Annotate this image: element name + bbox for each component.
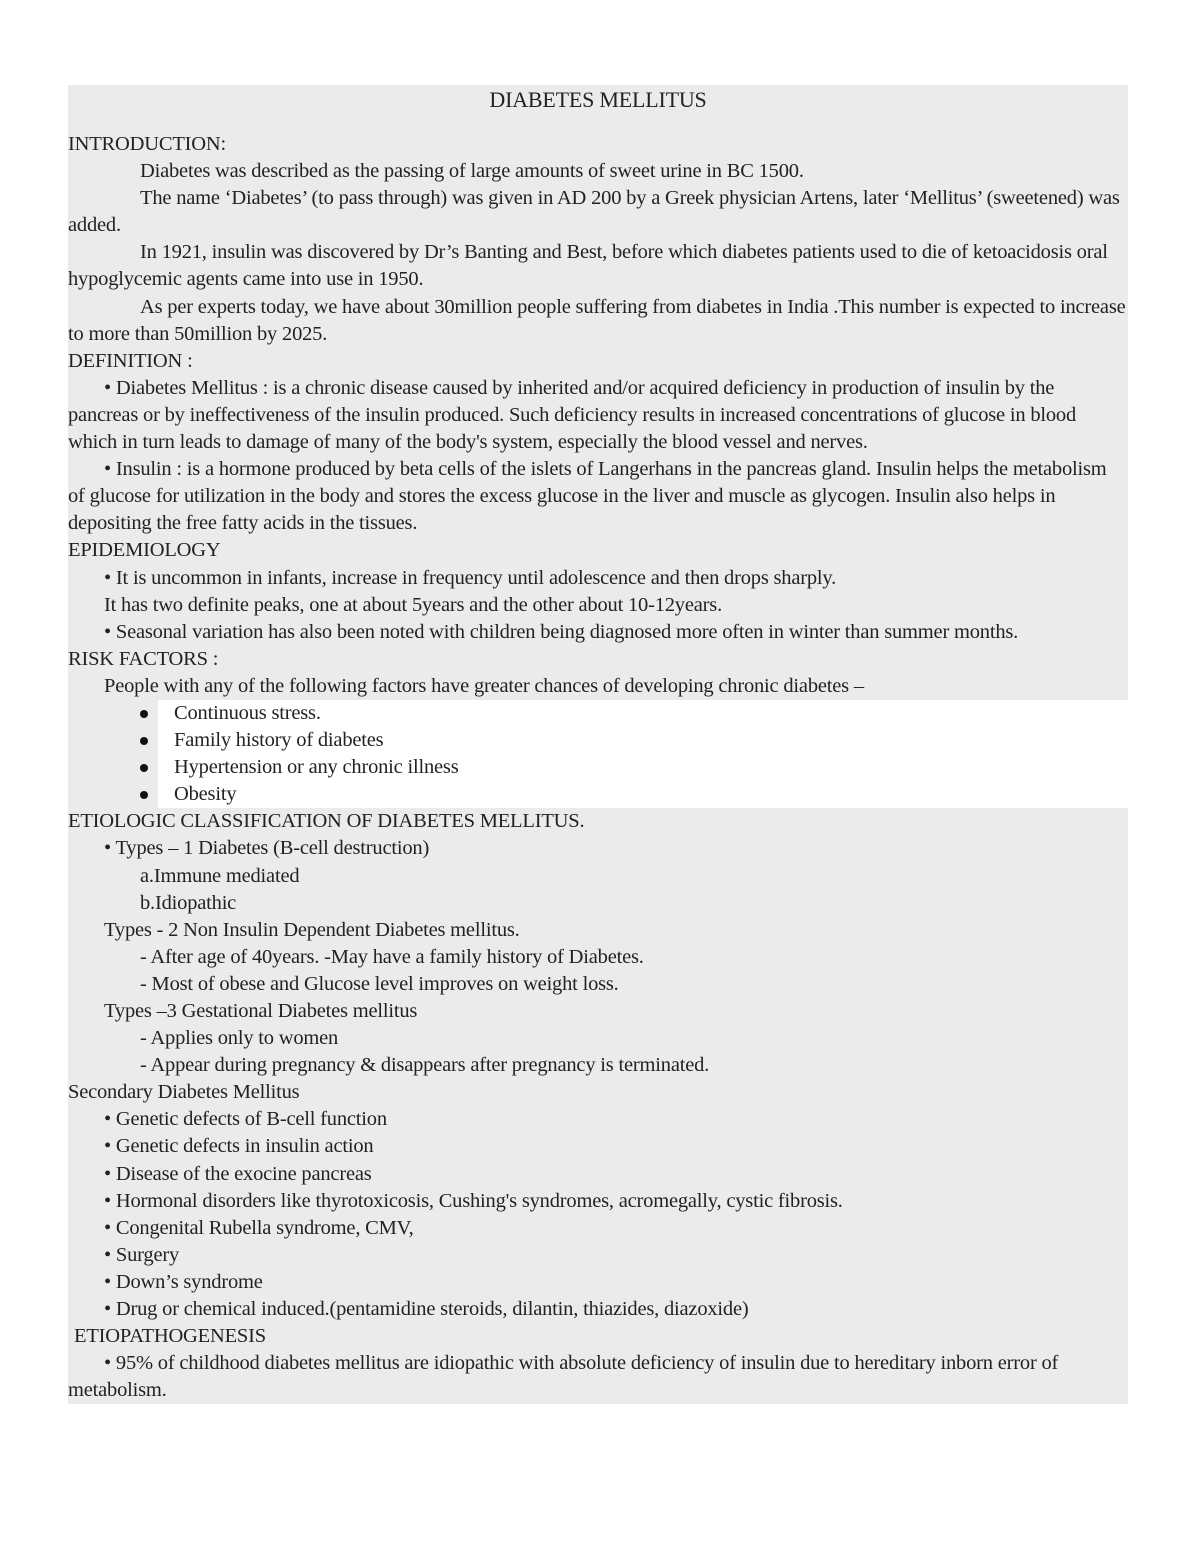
etiopathogenesis-item: • 95% of childhood diabetes mellitus are idiopathic with absolute deficiency of insulin due to hereditary inborn error of metabolism.	[68, 1352, 1059, 1402]
risk-factor-label: Family history of diabetes	[174, 729, 384, 752]
document-body	[68, 85, 1128, 1404]
intro-paragraph: The name ‘Diabetes’ (to pass through) was given in AD 200 by a Greek physician Artens, later ‘Mellitus’ (sweetened) was added.	[68, 187, 1120, 237]
bullet-icon	[140, 737, 148, 745]
type2-subitem: - After age of 40years. -May have a family history of Diabetes.	[140, 945, 644, 968]
risk-factor-label: Continuous stress.	[174, 701, 321, 724]
type3-subitem: - Applies only to women	[140, 1027, 339, 1050]
intro-paragraph: Diabetes was described as the passing of large amounts of sweet urine in BC 1500.	[140, 160, 804, 183]
secondary-heading: Secondary Diabetes Mellitus	[68, 1081, 300, 1104]
type1-subitem: b.Idiopathic	[140, 891, 237, 914]
intro-paragraph: In 1921, insulin was discovered by Dr’s Banting and Best, before which diabetes patients used to die of ketoacidosis oral hypoglycemic agents came into use in 1950.	[68, 241, 1108, 291]
epidemiology-item: • Seasonal variation has also been noted with children being diagnosed more often in winter than summer months.	[104, 620, 1019, 643]
definition-item: • Diabetes Mellitus : is a chronic disease caused by inherited and/or acquired deficiency in production of insulin by the pancreas or by ineffectiveness of the insulin produced. Such deficiency results in increased concentrations of glucose in blood which in turn leads to damage of many of the body's system, especially the blood vessel and nerves.	[68, 376, 1077, 454]
risk-factor-label: Obesity	[174, 783, 237, 806]
type1-subitem: a.Immune mediated	[140, 864, 300, 887]
classification-heading: ETIOLOGIC CLASSIFICATION OF DIABETES MELLITUS.	[68, 810, 585, 833]
definition-item: • Insulin : is a hormone produced by beta cells of the islets of Langerhans in the pancreas gland. Insulin helps the metabolism of glucose for utilization in the body and stores the excess glucose in the liver and muscle as glycogen. Insulin also helps in depositing the free fatty acids in the tissues.	[68, 458, 1107, 535]
bullet-icon	[140, 791, 148, 799]
epidemiology-item: • It is uncommon in infants, increase in frequency until adolescence and then drops sharply.	[104, 566, 837, 589]
secondary-item: • Genetic defects in insulin action	[104, 1135, 374, 1158]
list-item	[68, 727, 1128, 754]
bullet-icon	[140, 710, 148, 718]
type3-subitem: - Appear during pregnancy & disappears after pregnancy is terminated.	[140, 1054, 710, 1077]
list-item	[68, 781, 1128, 808]
intro-heading: INTRODUCTION:	[68, 133, 226, 155]
type1-item: • Types – 1 Diabetes (B-cell destruction)	[104, 837, 430, 860]
epidemiology-item: It has two definite peaks, one at about 5years and the other about 10-12years.	[104, 593, 722, 616]
bullet-icon	[140, 764, 148, 772]
secondary-item: • Drug or chemical induced.(pentamidine steroids, dilantin, thiazides, diazoxide)	[104, 1298, 749, 1321]
secondary-item: • Congenital Rubella syndrome, CMV,	[104, 1216, 414, 1239]
list-item	[68, 754, 1128, 781]
secondary-item: • Genetic defects of B-cell function	[104, 1108, 387, 1131]
risk-factors-list	[68, 700, 1128, 808]
epidemiology-heading: EPIDEMIOLOGY	[68, 539, 221, 562]
classification-section	[68, 808, 1128, 1404]
type2-item: Types - 2 Non Insulin Dependent Diabetes mellitus.	[104, 918, 520, 941]
secondary-item: • Hormonal disorders like thyrotoxicosis, Cushing's syndromes, acromegally, cystic fibrosis.	[104, 1189, 843, 1212]
secondary-item: • Surgery	[104, 1243, 180, 1266]
definition-heading: DEFINITION :	[68, 349, 193, 372]
type3-item: Types –3 Gestational Diabetes mellitus	[104, 1000, 418, 1022]
intro-section	[68, 85, 1128, 700]
intro-paragraph: As per experts today, we have about 30million people suffering from diabetes in India .This number is expected to increase to more than 50million by 2025.	[68, 295, 1126, 345]
risk-factors-heading: RISK FACTORS :	[68, 647, 219, 670]
risk-factor-label: Hypertension or any chronic illness	[174, 756, 459, 779]
list-item	[68, 700, 1128, 727]
etiopathogenesis-heading: ETIOPATHOGENESIS	[74, 1325, 266, 1348]
risk-factors-intro: People with any of the following factors have greater chances of developing chronic diabetes –	[104, 674, 864, 697]
secondary-item: • Disease of the exocine pancreas	[104, 1162, 372, 1185]
page-title: DIABETES MELLITUS	[489, 87, 707, 112]
type2-subitem: - Most of obese and Glucose level improves on weight loss.	[140, 972, 619, 995]
secondary-item: • Down’s syndrome	[104, 1270, 263, 1293]
